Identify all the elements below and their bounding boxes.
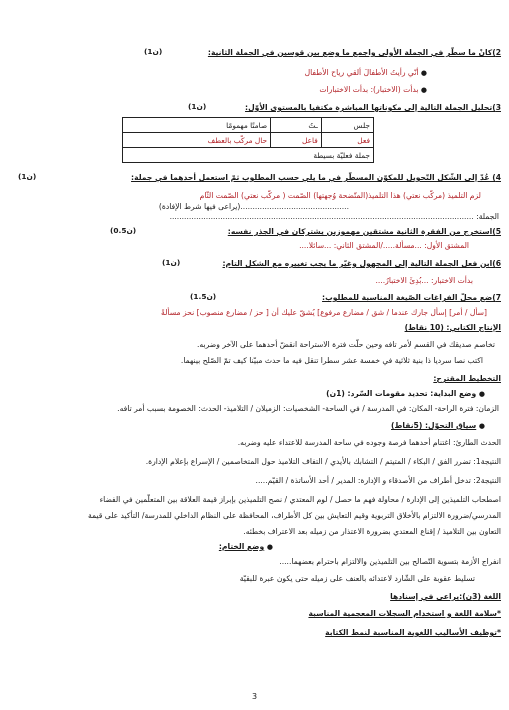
q5-line1: المشتق الأول: ...مسألة...../المشتق الثاني: ...سائلا.... [299,241,469,250]
q5-mark: (0.5ن) [110,226,137,235]
q6-mark: (1ن) [162,258,181,267]
plan-end-l1: انفراج الأزمة بتسوية التّصالح بين التلميذين والالتزام باحترام بعضهما..... [279,557,501,566]
production-title: الإنتاج الكتابي: (10 نقاط) [404,323,501,332]
language-title: اللغة (3ن):يراعى في إسنادها [390,592,501,601]
language-l2: *توظيف الأساليب اللغوية المناسبة لنمط الكتابة [325,628,501,637]
plan-body-l1: الحدث الطارئ: اغتنام أحدهما فرصة وجوده في ساحة المدرسة للاعتداء عليه وضربه. [237,438,501,447]
language-l1: *سلامة اللغة و استخدام السجلات المعجمية المناسبة [308,609,501,618]
q2-line2: ● بدأت (الاختبار): بدأت الاختبارات [319,85,427,94]
q4-line1: لزم التلميذ (مركّب نعتي) هذا التلميذ(المتّضحة وُجهتها) الصّمت ( مركّب نعتي) الصّمت الثّام [199,191,481,200]
q7-title: 7)ضع محلّ الفراغات الصّيغة المناسبة للمطلوب: [322,293,501,302]
production-p2: اكتب نصا سرديا ذا بنية ثلاثية في خمسة عشر سطرا تنقل فيه ما حدث مبيّنا كيف تمّ الصّلح بينهما. [180,356,483,365]
plan-body-l2: النتيجة1: تضرر الفق / البكاء / المتيتم / التشابك بالأيدي / التفاف التلاميذ حول المتخاصمين / الإسراع بإعلام الإدارة. [145,457,501,466]
q4-line2: .............................................(يراعى فيها شرط الإفادة) [158,202,349,211]
q6-title: 6)ابن فعل الجملة التالية إلى المجهول وغيّر ما يجب تغييره مع الشكل التام: [222,259,501,268]
cell-verb-role: فعل [321,133,373,148]
plan-start-text: الزمان: فترة الراحة- المكان: في المدرسة / في الساحة- الشخصيات: الزميلان / التلاميذ- الحدث: الخصومة بسبب أمر تافه. [117,404,499,413]
plan-start-title: ● وضع البداية: تحديد مقومات السّرد: (1ن) [326,389,485,398]
production-p1: تخاصم صديقك في القسم لأمر تافه وحين حلّت فترة الاستراحة انقضّ أحدهما على الآخر وضربه. [197,340,495,349]
plan-end-title: ● وضع الختام: [218,542,273,551]
plan-body-l6: التعاون بين التلاميذ / إقناع المعتدي بضرورة الاعتذار من زميله بعد الاعتراف بخطئه. [243,527,501,536]
cell-sentence-type: جملة فعليّة بسيطة [123,148,374,163]
cell-subject: ـتُ [271,118,322,133]
plan-body-title: ● سياق التحوّل: (5نقاط) [391,421,485,430]
plan-body-l4: اصطحاب التلميذين إلى الإدارة / محاولة فهم ما حصل / لوم المعتدي / نصح التلميذين بإبراز قيمة العلاقة بين المتعلّمين في الفضاء [99,495,501,504]
q6-line1: بدأت الاختبار: ...بُدِئَ الاختبارُ.... [375,276,473,285]
q4-title: 4) عُدّ إلى الشّكل التّحويل للمكوّن المسطّر في ما يلي حسب المطلوب ثمّ استعمل أحدهما في جملة: [131,173,501,182]
plan-end-l2: تسليط عقوبة على الشّارد لاعتدائه بالعنف على زميله حتى يكون عبرة للبقيّة [239,574,475,583]
q2-mark: (1ن) [144,47,163,56]
q7-mark: (1.5ن) [190,292,217,301]
cell-haal: صامتًا مهمومًا [123,118,271,133]
plan-body-l3: النتيجة2: تدخل أطراف من الأصدقاء و الإدارة: المدير / أحد الأساتذة / القيّم..... [255,476,501,485]
cell-subject-role: فاعل [271,133,322,148]
cell-verb: جلس [321,118,373,133]
q4-mark: (1ن) [18,172,37,181]
analysis-table [122,117,374,163]
q2-line1: ● أنّي رأيتُ الأطفالَ ألقي رياح الأطفال [304,68,427,77]
q3-mark: (1ن) [188,102,207,111]
cell-haal-role: حال مركّب بالعطف [123,133,271,148]
plan-body-l5: المدرسي/ضرورة الالتزام بالأخلاق التربوية وقيم التعايش بين كل الأطراف، المحافظة على النظام الداخلي للمدرسة/ التأكيد على قيمة [87,511,501,520]
page-number: 3 [251,692,258,701]
plan-title: التخطيط المقترح: [433,374,501,383]
q5-title: 5)استخرج من الفقرة الثانية مشتقين مهموزين يشتركان في الجذر نفسه: [227,227,501,236]
q2-title: 2)كانْ ما سطّر في الجملة الأولى واجمع ما وضع بين قوسين في الجملة الثانية: [207,48,501,57]
q3-title: 3)تحليل الجملة التالية إلى مكوناتها المباشرة مكتفيا بالمستوى الأوّل: [245,103,501,112]
q7-line1: [سأل / أمر] إسأل جارك عندما / شق / مضارع مرفوع] يُشقّ عليك أن [ حز / مضارع منصوب] نحز مسألةً [161,308,487,317]
q4-line3: الجملة: .............................................................................................................................. [169,212,499,221]
